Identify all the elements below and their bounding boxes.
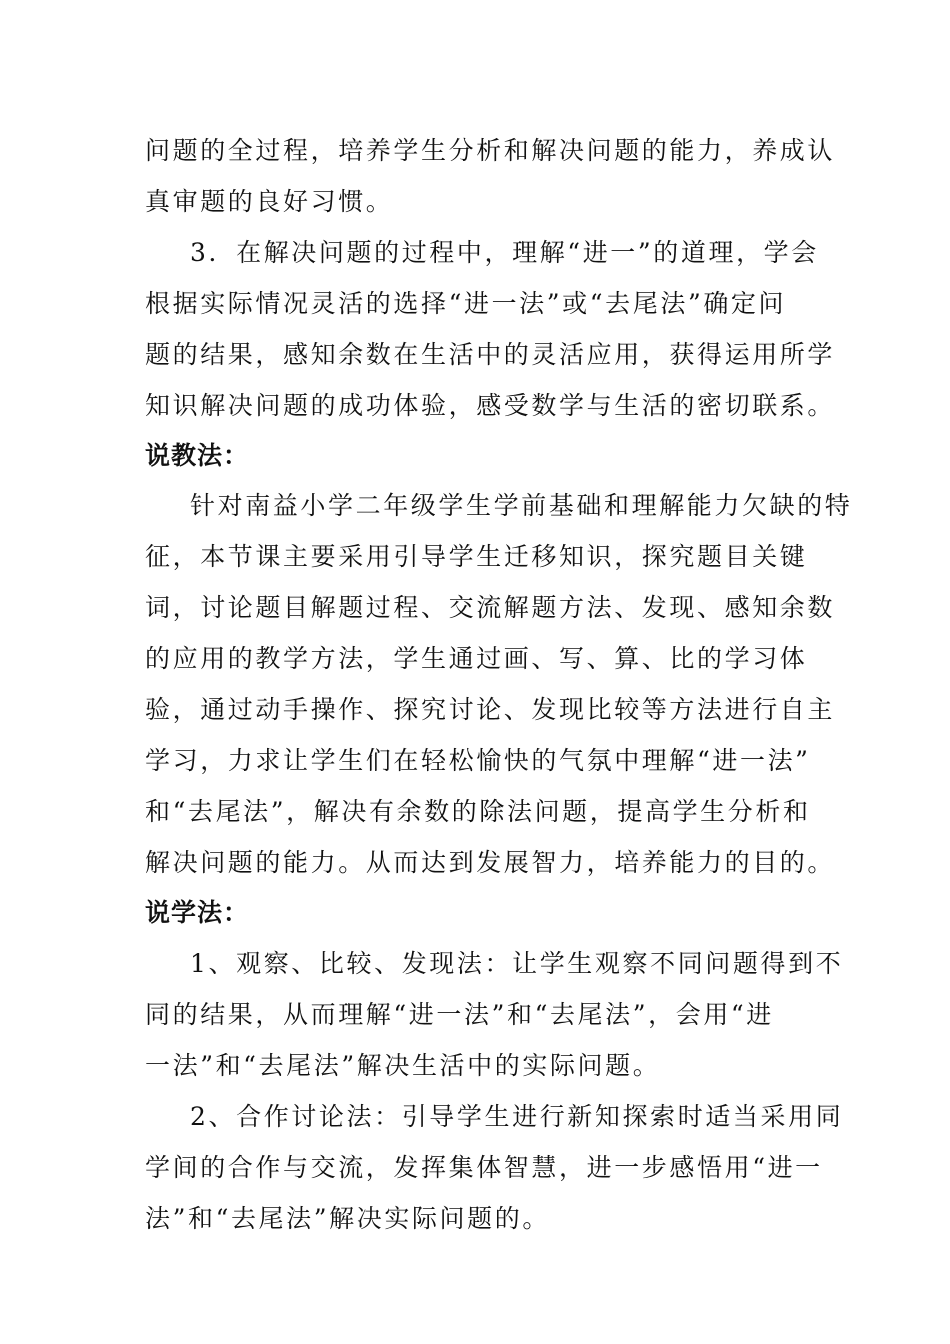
paragraph-line: 法”和“去尾法”解决实际问题的。 xyxy=(145,1204,550,1233)
paragraph-line: 根据实际情况灵活的选择“进一法”或“去尾法”确定问 xyxy=(145,289,787,318)
paragraph-line: 验，通过动手操作、探究讨论、发现比较等方法进行自主 xyxy=(145,695,836,724)
paragraph-line: 同的结果，从而理解“进一法”和“去尾法”，会用“进 xyxy=(145,1000,774,1029)
paragraph-line: 和“去尾法”，解决有余数的除法问题，提高学生分析和 xyxy=(145,797,811,826)
paragraph-line: 解决问题的能力。从而达到发展智力，培养能力的目的。 xyxy=(145,848,836,877)
paragraph-line: 2、合作讨论法：引导学生进行新知探索时适当采用同 xyxy=(190,1102,844,1131)
paragraph-line: 知识解决问题的成功体验，感受数学与生活的密切联系。 xyxy=(145,391,836,420)
section-heading: 说教法： xyxy=(145,441,250,470)
paragraph-line: 学习，力求让学生们在轻松愉快的气氛中理解“进一法” xyxy=(145,746,811,775)
paragraph-line: 3．在解决问题的过程中，理解“进一”的道理，学会 xyxy=(190,238,819,267)
section-heading: 说学法： xyxy=(145,898,250,927)
paragraph-line: 1、观察、比较、发现法：让学生观察不同问题得到不 xyxy=(190,949,844,978)
paragraph-line: 真审题的良好习惯。 xyxy=(145,187,394,216)
paragraph-line: 问题的全过程，培养学生分析和解决问题的能力，养成认 xyxy=(145,136,836,165)
paragraph-line: 针对南益小学二年级学生学前基础和理解能力欠缺的特 xyxy=(190,491,853,520)
paragraph-line: 学间的合作与交流，发挥集体智慧，进一步感悟用“进一 xyxy=(145,1153,823,1182)
paragraph-line: 征，本节课主要采用引导学生迁移知识，探究题目关键 xyxy=(145,542,808,571)
paragraph-line: 一法”和“去尾法”解决生活中的实际问题。 xyxy=(145,1051,661,1080)
paragraph-line: 的应用的教学方法，学生通过画、写、算、比的学习体 xyxy=(145,644,808,673)
paragraph-line: 题的结果，感知余数在生活中的灵活应用，获得运用所学 xyxy=(145,340,836,369)
paragraph-line: 词，讨论题目解题过程、交流解题方法、发现、感知余数 xyxy=(145,593,836,622)
